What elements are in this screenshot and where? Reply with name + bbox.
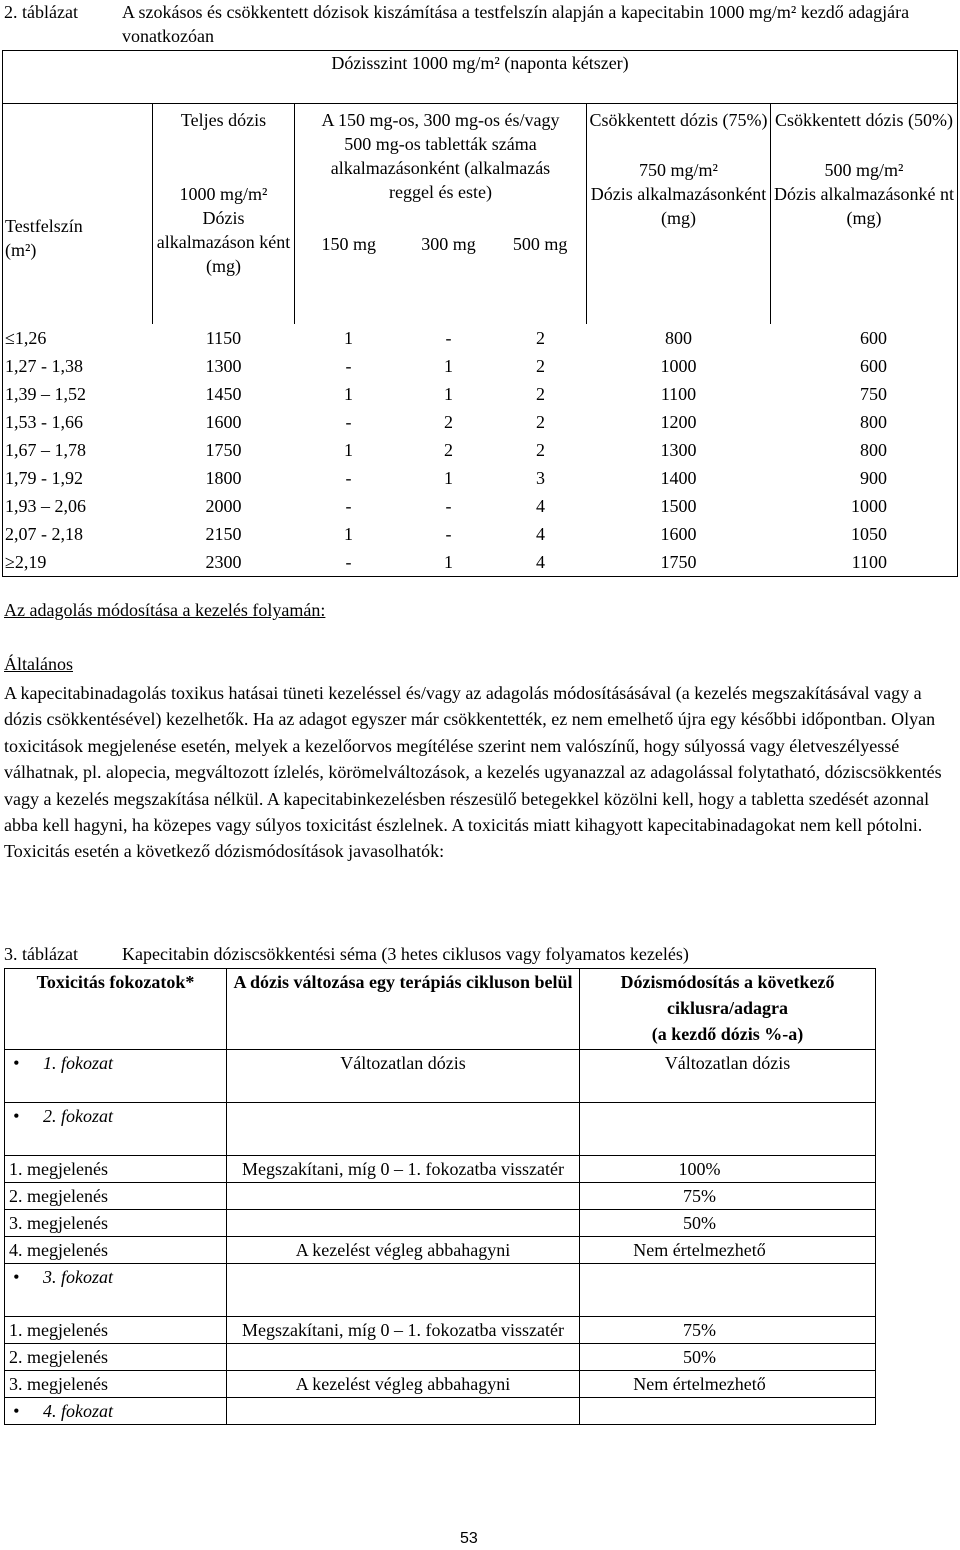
table-cell: 1 [444,383,453,404]
table-cell: 2000 [205,495,242,516]
table-cell: 1,53 - 1,66 [3,408,153,436]
table-cell: 2. megjelenés [5,1183,227,1210]
table-row [3,380,958,408]
occurrence-row [5,1210,876,1237]
table-cell: - [445,327,452,348]
table-cell: ≤1,26 [3,324,153,352]
table-cell: 1,67 – 1,78 [3,436,153,464]
table-cell: 4 [495,548,587,577]
page-number: 53 [460,1530,478,1547]
header-full-dose-unit: (mg) [206,256,241,276]
table-cell: 4 [536,523,545,544]
table-row [3,324,958,352]
table-cell: 1 [403,548,495,577]
header-next-cycle-text: Dózismódosítás a következő ciklusra/adagra [620,972,835,1018]
table-cell [227,1210,580,1237]
table-cell: - [445,523,452,544]
table-cell: 1 [344,383,353,404]
table-cell: 600 [771,324,958,352]
table-cell: 4. megjelenés [5,1237,227,1264]
grade4-row [5,1398,876,1425]
table2-caption-text: A szokásos és csökkentett dózisok kiszámítása a testfelszín alapján a kapecitabin 1000 mg/m² kezdő adagjára vonatkozóan [122,2,910,46]
table-row [3,520,958,548]
table-cell: 1 [344,523,353,544]
header-full-dose-level: 1000 mg/m² [179,184,268,204]
grade1-next: Változatlan dózis [580,1050,876,1103]
header-next-cycle-percent: (a kezdő dózis %-a) [651,1024,804,1044]
table-cell: 1050 [771,520,958,548]
occurrence-row [5,1237,876,1264]
grade3-occurrences [5,1317,876,1398]
table-cell: 2300 [153,548,295,577]
dose-level-header [3,51,958,104]
table-cell: 4 [536,495,545,516]
header-reduced-50-per-admin: Dózis alkalmazásonké nt [774,184,954,204]
grade2-cell [5,1103,227,1156]
table-cell: 1000 [771,492,958,520]
table-cell: 3. megjelenés [5,1371,227,1398]
table-cell: 1,27 - 1,38 [3,352,153,380]
header-toxicity-grade [5,969,227,1050]
table-cell: Nem értelmezhető [580,1371,876,1398]
header-toxicity-grade-text: Toxicitás fokozatok* [36,972,195,992]
table2-header-row [3,104,958,324]
table-cell: 1,39 – 1,52 [3,380,153,408]
grade2-row [5,1103,876,1156]
table-cell: - [345,467,352,488]
occurrence-row [5,1317,876,1344]
grade2-occurrences [5,1156,876,1264]
header-reduced-50-unit: (mg) [846,208,882,228]
table-cell: 1. megjelenés [5,1317,227,1344]
header-tablets-label: A 150 mg-os, 300 mg-os és/vagy 500 mg-os tabletták száma alkalmazásonként (alkalmazás reggel és este) [321,110,560,202]
general-heading: Általános [4,654,73,674]
grade4-label: • 4. fokozat [9,1401,113,1421]
header-reduced-75-level: 750 mg/m² [639,160,718,180]
header-reduced-75-per-admin: Dózis alkalmazásonként (mg) [590,184,767,228]
table-row [3,352,958,380]
grade3-label: • 3. fokozat [9,1267,113,1287]
table-row [3,464,958,492]
table-cell: 2,07 - 2,18 [3,520,153,548]
header-reduced-75-label: Csökkentett dózis (75%) [589,110,768,130]
dose-modification-heading: Az adagolás módosítása a kezelés folyamán: [4,600,326,620]
table-cell: 50% [580,1210,876,1237]
header-next-cycle [580,969,876,1050]
table-cell: 1 [344,439,353,460]
header-reduced-50-level: 500 mg/m² [824,160,904,180]
table-cell: - [295,548,403,577]
table-cell: 800 [771,436,958,464]
table-row [3,548,958,577]
header-bsa [3,104,153,324]
table-cell: 1. megjelenés [5,1156,227,1183]
table-cell: 1750 [205,439,242,460]
grade1-cell [5,1050,227,1103]
header-tab-300: 300 mg [421,234,476,254]
table3-caption-number: 3. táblázat [4,944,78,964]
table-cell: 1000 [660,355,697,376]
header-dose-change [227,969,580,1050]
table3-header-row [5,969,876,1050]
table-cell: 2 [536,327,545,348]
table-cell: 800 [665,327,692,348]
table-cell: 1800 [205,467,242,488]
table-cell: 2 [536,383,545,404]
dose-level-header-text: Dózisszint 1000 mg/m² (naponta kétszer) [331,53,629,73]
table-cell: 75% [580,1183,876,1210]
header-full-dose [153,104,295,324]
table-cell: 1150 [205,327,242,348]
header-reduced-50-label: Csökkentett dózis (50%) [775,110,953,130]
table-cell: 1 [444,467,453,488]
grade4-cell [5,1398,227,1425]
table-cell: 1100 [771,548,958,577]
grade1-label: • 1. fokozat [9,1053,113,1073]
header-bsa-label: Testfelszín [5,216,83,236]
header-reduced-75 [587,104,771,324]
occurrence-row [5,1183,876,1210]
table-cell: 1600 [205,411,242,432]
table-cell: 1200 [660,411,697,432]
table-cell: 800 [771,408,958,436]
table-cell: - [345,495,352,516]
grade1-row [5,1050,876,1103]
table-cell: 1,93 – 2,06 [3,492,153,520]
table-cell: 1600 [660,523,697,544]
table-cell: 2 [536,355,545,376]
table-cell: 1300 [205,355,242,376]
table-cell: 2. megjelenés [5,1344,227,1371]
table-cell: Nem értelmezhető [580,1237,876,1264]
table-cell: 2 [536,411,545,432]
table3-caption-text: Kapecitabin dóziscsökkentési séma (3 hetes ciklusos vagy folyamatos kezelés) [122,944,689,964]
grade3-row [5,1264,876,1317]
header-full-dose-label: Teljes dózis [180,110,267,130]
table-cell: 2 [444,411,453,432]
table-cell: Megszakítani, míg 0 – 1. fokozatba visszatér [227,1156,580,1183]
occurrence-row [5,1344,876,1371]
table-cell: 1 [444,355,453,376]
general-paragraph: A kapecitabinadagolás toxikus hatásai tüneti kezeléssel és/vagy az adagolás módosításásával (a kezelés megszakításával vagy a dózis csökkentésével) kezelhetők. Ha az adagot egyszer már csökkentették, ez nem emelhető újra egy későbbi időpontban. Olyan toxicitások megjelenése esetén, melyek a kezelőorvos megítélése szerint nem valószínű, hogy súlyossá vagy életveszélyessé válhatnak, pl. alopecia, megváltozott ízlelés, körömelváltozások, a kezelés ugyanazzal az adagolással folytatható, dóziscsökkentés vagy a kezelés megszakítása nélkül. A kapecitabinkezelésben részesülő betegekkel közölni kell, hogy a tabletta szedését azonnal abba kell hagyni, ha közepes vagy súlyos toxicitást észlelnek. A toxicitás miatt kihagyott kapecitabinadagokat nem kell pótolni. Toxicitás esetén a következő dózismódosítások javasolhatók: [4,683,942,862]
table-row [3,436,958,464]
table-cell [227,1344,580,1371]
table2-caption-number: 2. táblázat [4,2,78,22]
occurrence-row [5,1371,876,1398]
header-tablets [295,104,587,324]
table-cell: 2 [444,439,453,460]
header-tab-500: 500 mg [512,234,568,254]
table-cell: 1400 [660,467,697,488]
table-cell: 1750 [587,548,771,577]
table-cell: 1 [344,327,353,348]
table-cell: 1450 [205,383,242,404]
table-cell: 600 [771,352,958,380]
table-cell: 3. megjelenés [5,1210,227,1237]
table-cell: - [445,495,452,516]
table-cell: 900 [771,464,958,492]
table-cell [227,1183,580,1210]
header-reduced-50 [771,104,958,324]
dose-calculation-table [2,50,958,577]
header-bsa-unit: (m²) [5,240,37,260]
grade2-label: • 2. fokozat [9,1106,113,1126]
table-cell: 75% [580,1317,876,1344]
grade3-cell [5,1264,227,1317]
dose-reduction-table [4,968,876,1425]
table-cell: 2 [536,439,545,460]
header-tab-150: 150 mg [321,234,377,254]
table-cell: Megszakítani, míg 0 – 1. fokozatba visszatér [227,1317,580,1344]
table-cell: 50% [580,1344,876,1371]
table-cell: ≥2,19 [3,548,153,577]
table-cell: 1500 [660,495,697,516]
table-cell: 100% [580,1156,876,1183]
grade1-change: Változatlan dózis [227,1050,580,1103]
table2-body [3,324,958,577]
header-dose-change-text: A dózis változása egy terápiás cikluson belül [233,972,573,992]
table-cell: 750 [771,380,958,408]
table-cell: A kezelést végleg abbahagyni [227,1237,580,1264]
table-cell: A kezelést végleg abbahagyni [227,1371,580,1398]
table-row [3,408,958,436]
table-cell: - [345,355,352,376]
occurrence-row [5,1156,876,1183]
table-cell: 1300 [660,439,697,460]
table-row [3,492,958,520]
table-cell: 2150 [205,523,242,544]
table-cell: - [345,411,352,432]
header-full-dose-per-admin: Dózis alkalmazáson ként [156,208,291,252]
table-cell: 1,79 - 1,92 [3,464,153,492]
table-cell: 3 [536,467,545,488]
table-cell: 1100 [660,383,697,404]
